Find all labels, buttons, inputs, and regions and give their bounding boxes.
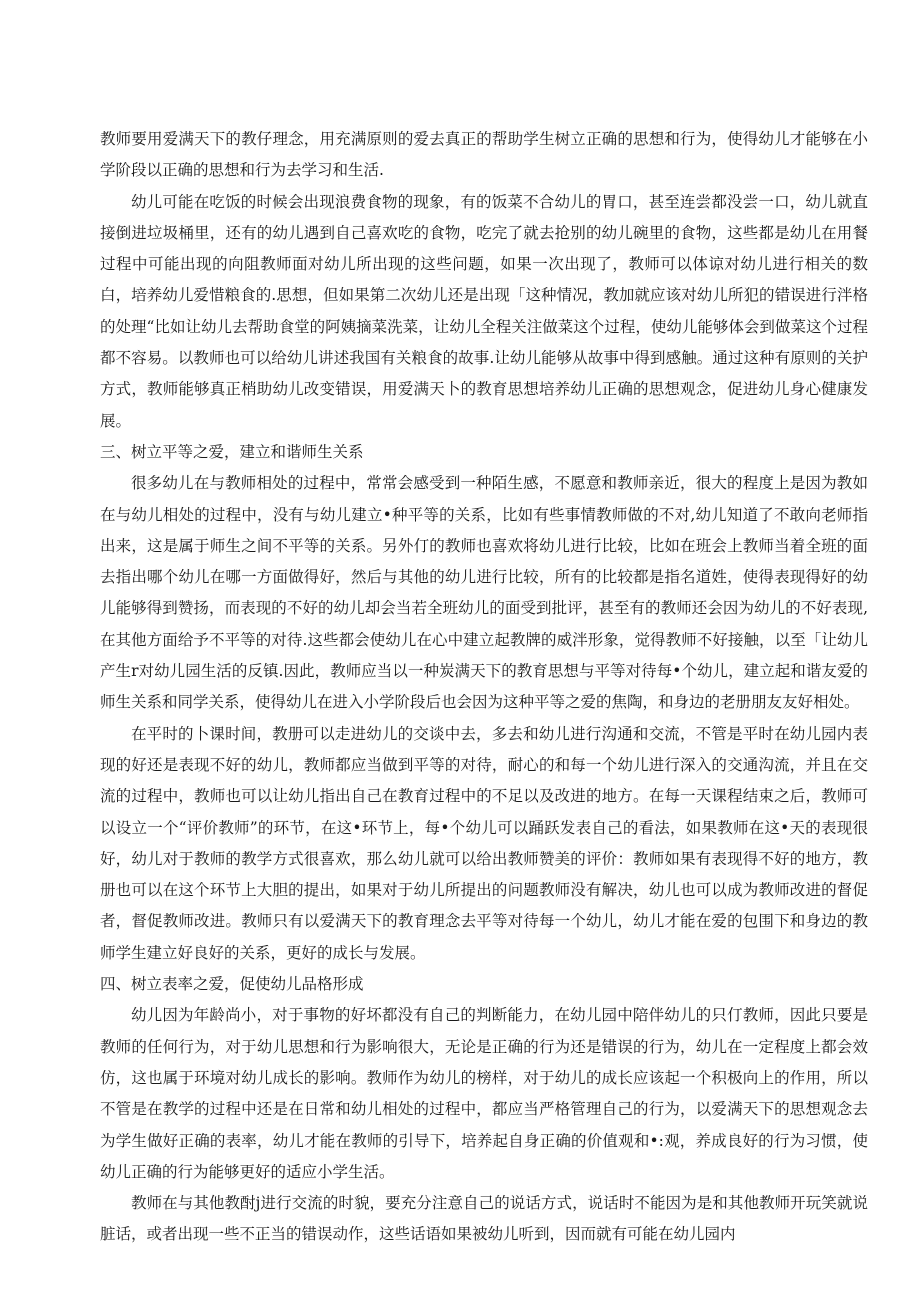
paragraph: 幼儿可能在吃饭的时候会出现浪费食物的现象，有的饭菜不合幼儿的胃口，甚至连尝都没尝一口，幼儿就直接倒进垃圾桶里，还有的幼儿遇到自己喜欢吃的食物，吃完了就去抢别的幼儿碗里的食物，这些都是幼儿在用餐过程中可能出现的向阻教师面对幼儿所出现的这些问题，如果一次出现了，教师可以体谅对幼儿进行相关的数白，培养幼儿爱惜粮食的.思想，但如果第二次幼儿还是出现「这种情况，教加就应该对幼儿所犯的错误进行泮格的处理“比如让幼儿去帮助食堂的阿姨摘菜洗菜，让幼儿全程关注做菜这个过程，使幼儿能够体会到做菜这个过程都不容易。以教师也可以给幼儿讲述我国有关粮食的故事.让幼儿能够从故事中得到感触。通过这种有原则的关护方式，教师能够真正梢助幼儿改变错误，用爱满天卜的教育思想培养幼儿正确的思想观念，促进幼儿身心健康发展。 <box>100 192 868 430</box>
paragraph: 幼儿因为年龄尚小，对于事物的好坏都没有自己的判断能力，在幼儿园中陪伴幼儿的只仃教师，因此只要是教师的任何行为，对于幼儿思想和行为影响很大，无论是正确的行为还是错误的行为，幼儿在一定程度上都会效仿，这也属于环境对幼儿成长的影响。教师作为幼儿的榜样，对于幼儿的成长应该起一个积极向上的作用，所以不管是在教学的过程中还是在日常和幼儿相处的过程中，都应当严格管理自己的行为，以爱满天下的思想观念去为学生做好正确的表率，幼儿才能在教师的引导下，培养起自身正确的价值观和•:观，养成良好的行为习惯，使幼儿正确的行为能够更好的适应小学生活。 <box>100 1006 868 1181</box>
section-heading: 三、树立平等之爱，建立和谐师生关系 <box>100 442 364 461</box>
document-page <box>100 124 868 1251</box>
paragraph: 很多幼儿在与教师相处的过程中，常常会感受到一种陌生感，不愿意和教师亲近，很大的程度上是因为教如在与幼儿相处的过程中，没有与幼儿建立•种平等的关系，比如有些事情教师做的不对,幼儿知道了不敢向老师指出来，这是属于师生之间不平等的关系。另外仃的教师也喜欢将幼儿进行比较，比如在班会上教师当着全班的面去指出哪个幼儿在哪一方面做得好，然后与其他的幼儿进行比较，所有的比较都是指名道姓，使得表现得好的幼儿能够得到赞扬，而表现的不好的幼儿却会当若全班幼儿的面受到批评，甚至有的教师还会因为幼儿的不好表现,在其他方面给予不平等的对待.这些都会使幼儿在心中建立起教牌的威泮形象，觉得教师不好接触，以至「让幼儿产生r对幼儿园生活的反镇.因此，教师应当以一种炭满天下的教育思想与平等对待每•个幼儿，建立起和谐友爱的师生关系和同学关系，使得幼儿在进入小学阶段后也会因为这种平等之爱的焦陶，和身边的老册朋友友好相处。 <box>100 474 868 712</box>
paragraph: 教师在与其他教酎j进行交流的时貌，要充分注意自己的说话方式，说话时不能因为是和其他教师开玩笑就说脏话，或者出现一些不正当的错误动作，这些话语如果被幼儿听到，因而就有可能在幼儿园内 <box>100 1194 868 1244</box>
section-heading: 四、树立表率之爱，促使幼儿品格形成 <box>100 975 364 994</box>
paragraph: 教师要用爱满天下的教仔理念，用充满原则的爱去真正的帮助学生树立正确的思想和行为，使得幼儿才能够在小学阶段以正确的思想和行为去学习和生活. <box>100 130 868 180</box>
paragraph: 在平时的卜课时间，教册可以走进幼儿的交谈中去，多去和幼儿进行沟通和交流，不管是平时在幼儿园内表现的好还是表现不好的幼儿，教师都应当做到平等的对待，耐心的和每一个幼儿进行深入的交通沟流，并且在交流的过程中，教师也可以让幼儿指出自己在教育过程中的不足以及改进的地方。在每一天课程结束之后，教师可以设立一个“评价教师”的环节，在这•环节上，每•个幼儿可以踊跃发表自己的看法，如果教师在这•天的表现很好，幼儿对于教师的教学方式很喜欢，那么幼儿就可以给出教师赞美的评价：教师如果有表现得不好的地方，教册也可以在这个环节上大胆的提出，如果对于幼儿所提出的问题教师没有解决，幼儿也可以成为教师改进的督促者，督促教师改进。教师只有以爱满天下的教育理念去平等对待每一个幼儿，幼儿才能在爱的包围下和身边的教师学生建立好良好的关系，更好的成长与发展。 <box>100 724 868 962</box>
